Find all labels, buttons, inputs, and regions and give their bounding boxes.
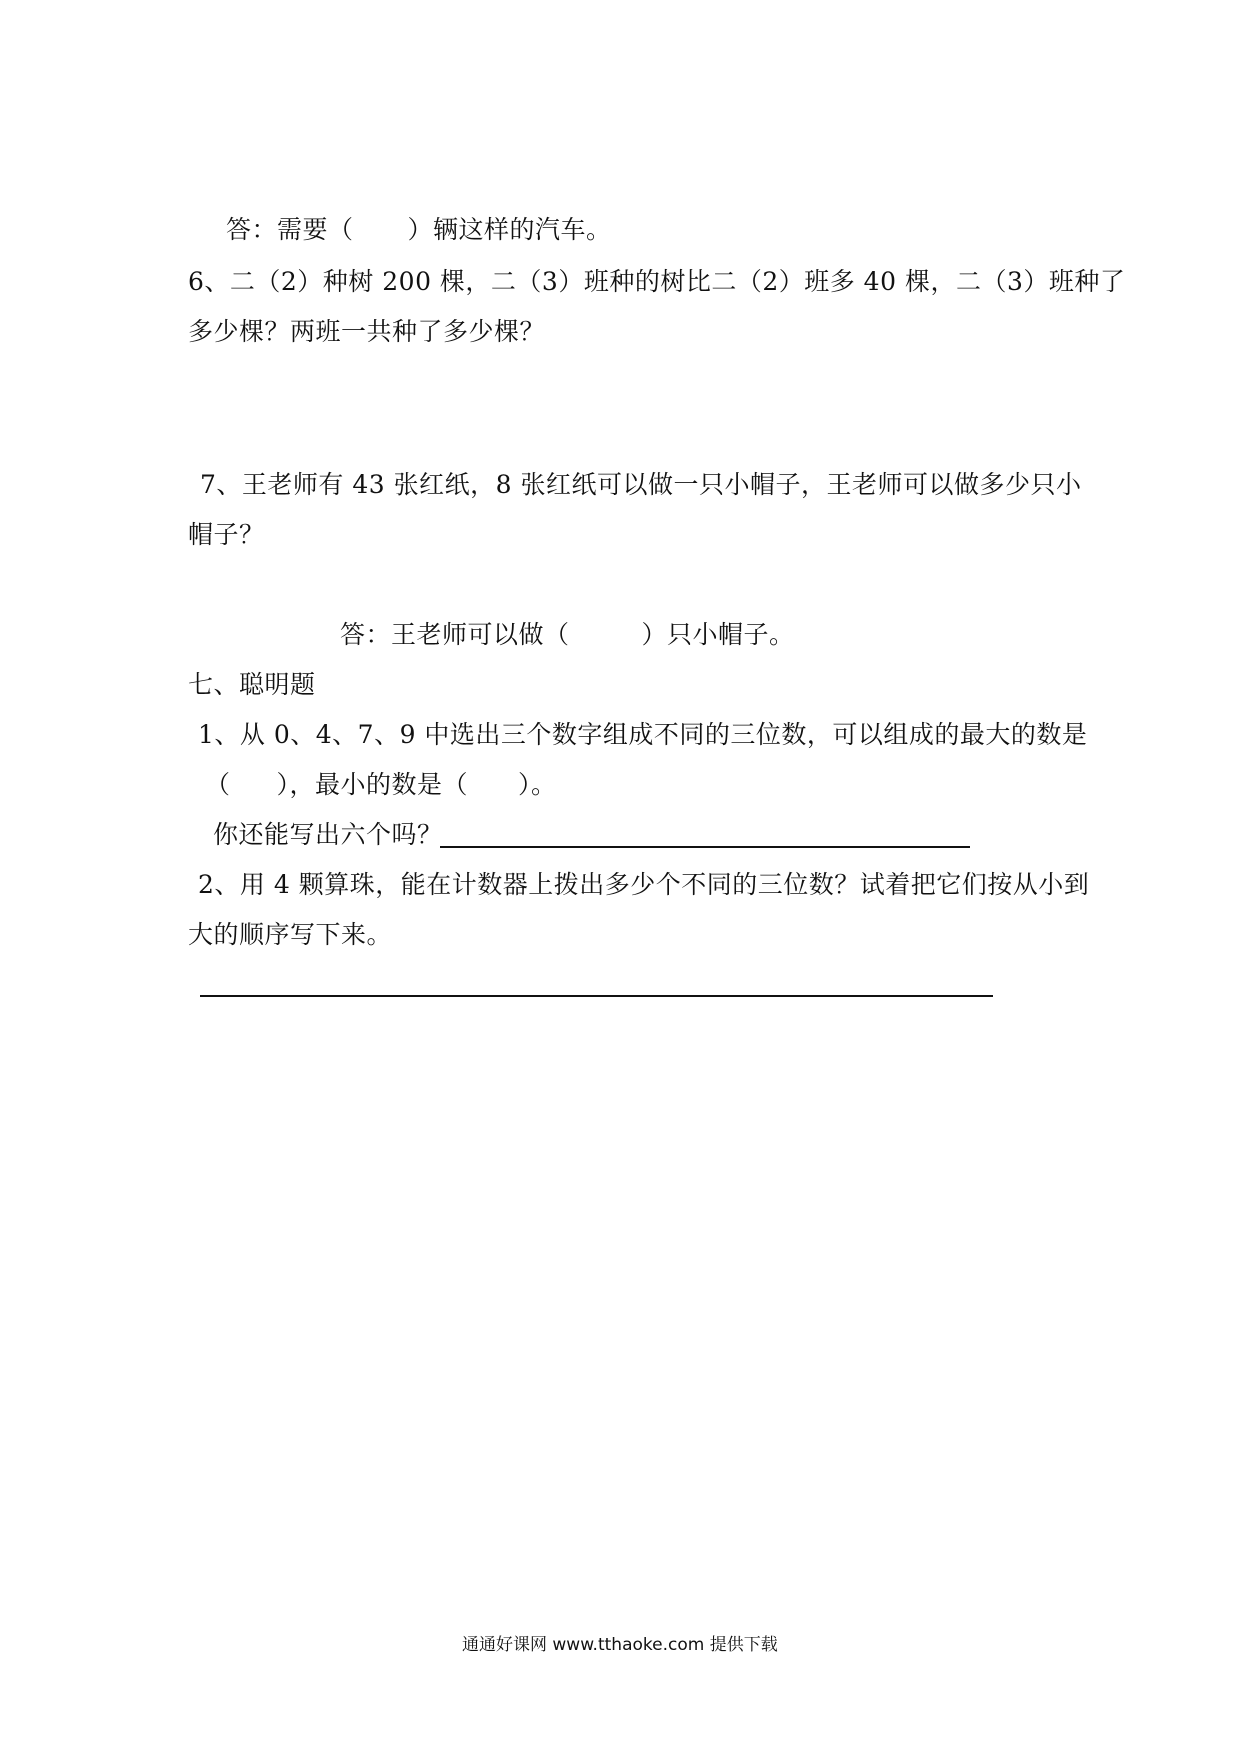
section-7-question-1-line-2: [205, 768, 557, 802]
question-6-line-2: 多少棵？两班一共种了多少棵？: [188, 317, 546, 346]
answer-underline: [440, 846, 970, 848]
answer-hats-prefix: 答：王老师可以做（: [340, 620, 570, 649]
paren-open: （: [205, 770, 231, 799]
question-7-line-2: 帽子？: [188, 520, 265, 549]
answer-underline: [200, 995, 993, 997]
answer-cars-suffix: ）辆这样的汽车。: [407, 215, 612, 244]
smallest-number-text: ），最小的数是（: [276, 770, 469, 799]
question-6-line-1: 6、二（2）种树 200 棵，二（3）班种的树比二（2）班多 40 棵，二（3）班种了: [188, 267, 1126, 296]
answer-cars-prefix: 答：需要（: [226, 215, 354, 244]
section-7-question-2-line-1: 2、用 4 颗算珠，能在计数器上拨出多少个不同的三位数？试着把它们按从小到: [198, 870, 1090, 899]
section-7-question-1-followup: 你还能写出六个吗？: [213, 820, 443, 849]
section-seven-heading: 七、聪明题: [188, 670, 316, 699]
footer-credit: 通通好课网 www.tthaoke.com 提供下载: [462, 1635, 778, 1655]
paren-close: ）。: [518, 770, 557, 799]
answer-hats-line: [340, 618, 795, 652]
section-7-question-2-line-2: 大的顺序写下来。: [188, 920, 393, 949]
section-7-question-1-line-1: 1、从 0、4、7、9 中选出三个数字组成不同的三位数，可以组成的最大的数是: [198, 720, 1088, 749]
question-7-line-1: 7、王老师有 43 张红纸，8 张红纸可以做一只小帽子，王老师可以做多少只小: [200, 470, 1082, 499]
answer-cars-line: [226, 213, 612, 247]
answer-hats-suffix: ）只小帽子。: [641, 620, 795, 649]
